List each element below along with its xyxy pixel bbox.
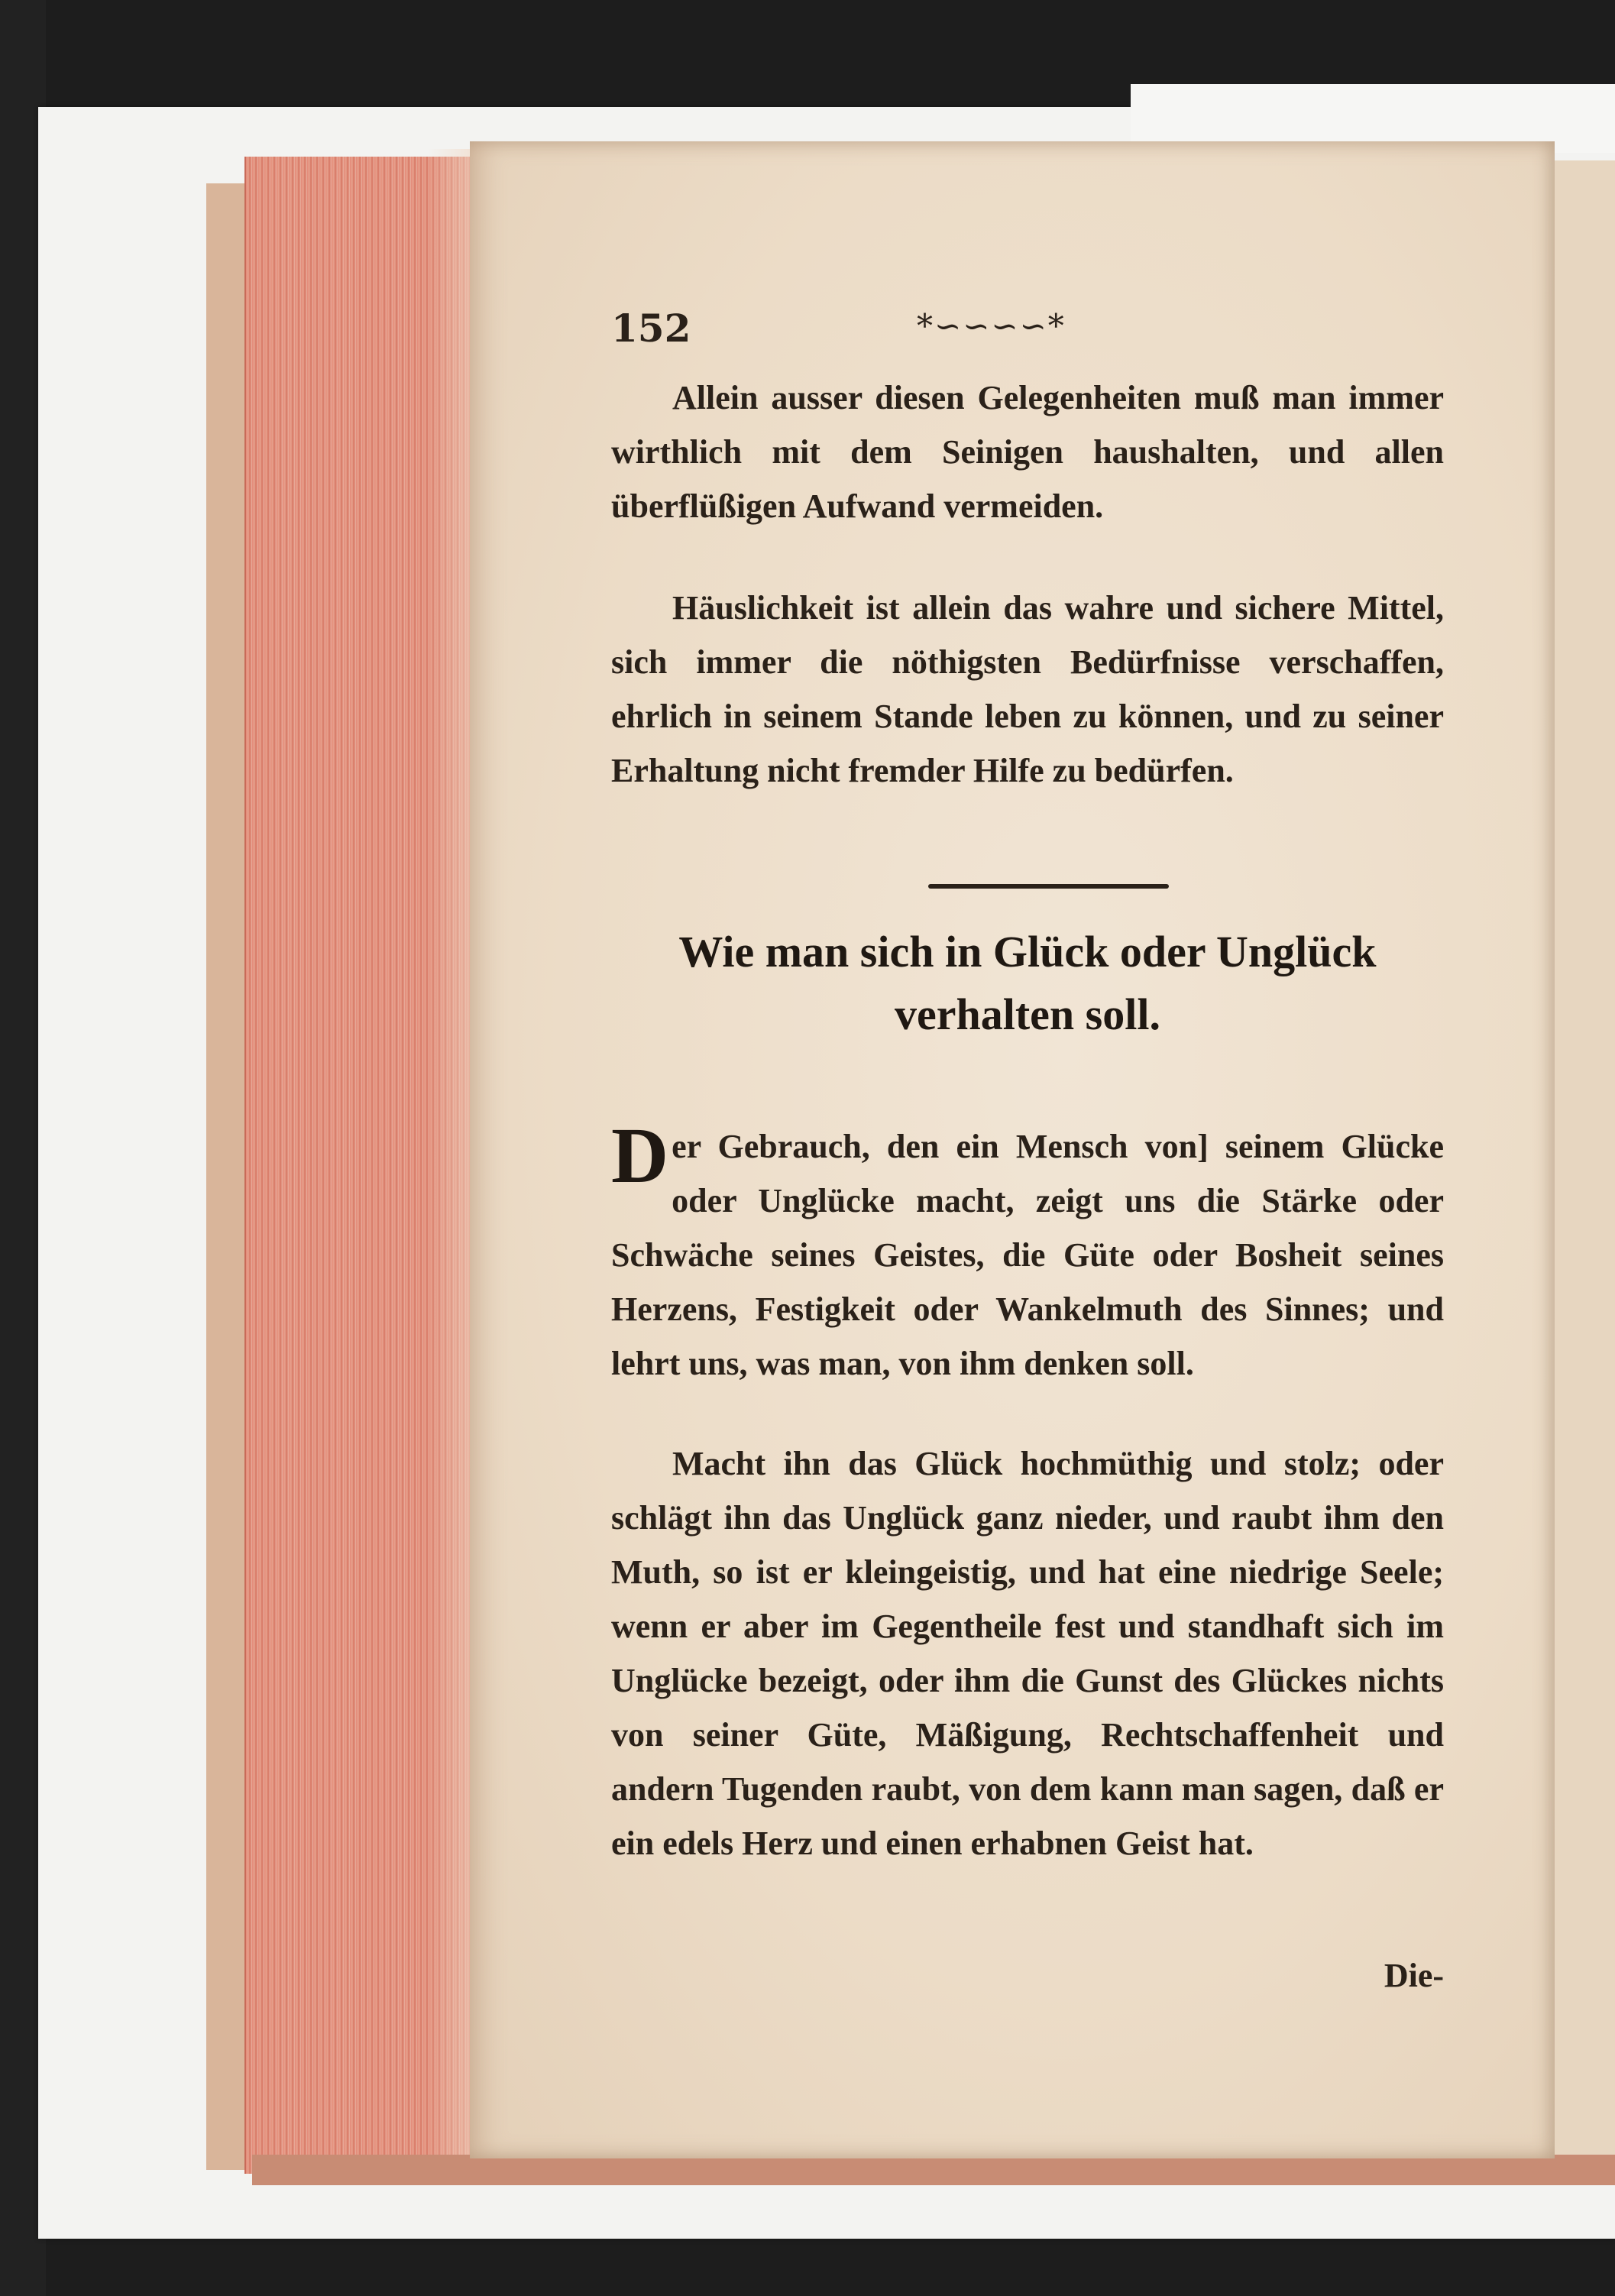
section-paragraph-1: [611, 1112, 1444, 1391]
section-divider-rule: [928, 884, 1169, 889]
header-ornament: *∽∽∽∽*: [917, 307, 1066, 345]
section-paragraph-2: Macht ihn das Glück hochmüthig und stolz; oder schlägt ihn das Unglück ganz nieder, und raubt ihm den Muth, so ist er kleingeistig, und hat eine niedrige Seele; wenn er aber im Gegentheile fest und standhaft sich im Unglücke bezeigt, oder ihm die Gunst des Glückes nichts von seiner Güte, Mäßigung, Rechtschaffenheit und andern Tugenden raubt, von dem kann man sagen, daß er ein edels Herz und einen erhabnen Geist hat.: [611, 1445, 1444, 1862]
paragraph-2: Häuslichkeit ist allein das wahre und sichere Mittel, sich immer die nöthigsten Bedürfnisse verschaffen, ehrlich in seinem Stande leben zu können, und zu seiner Erhaltung nicht fremder Hilfe zu bedürfen.: [611, 589, 1444, 789]
bottom-page-edge: [252, 2155, 1615, 2185]
section-heading-line1: Wie man sich in Glück oder Unglück: [678, 927, 1377, 976]
drop-cap: D: [611, 1112, 669, 1200]
page-number: 152: [611, 306, 691, 351]
page-header: [611, 306, 1452, 359]
next-page-edge: [1551, 160, 1615, 2162]
catchword: Die-: [1384, 1957, 1444, 1994]
paragraph-1: Allein ausser diesen Gelegenheiten muß man immer wirthlich mit dem Seinigen haushalten, und allen überflüßigen Aufwand vermeiden.: [611, 379, 1444, 525]
section-heading: [611, 921, 1444, 1046]
section-paragraph-1-text: er Gebrauch, den ein Mensch von] seinem Glücke oder Unglücke macht, zeigt uns die Stärke oder Schwäche seines Geistes, die Güte oder Bosheit seines Herzens, Festigkeit oder Wankelmuth des Sinnes; und lehrt uns, was man, von ihm denken soll.: [611, 1128, 1444, 1382]
section-heading-line2: verhalten soll.: [895, 989, 1160, 1039]
